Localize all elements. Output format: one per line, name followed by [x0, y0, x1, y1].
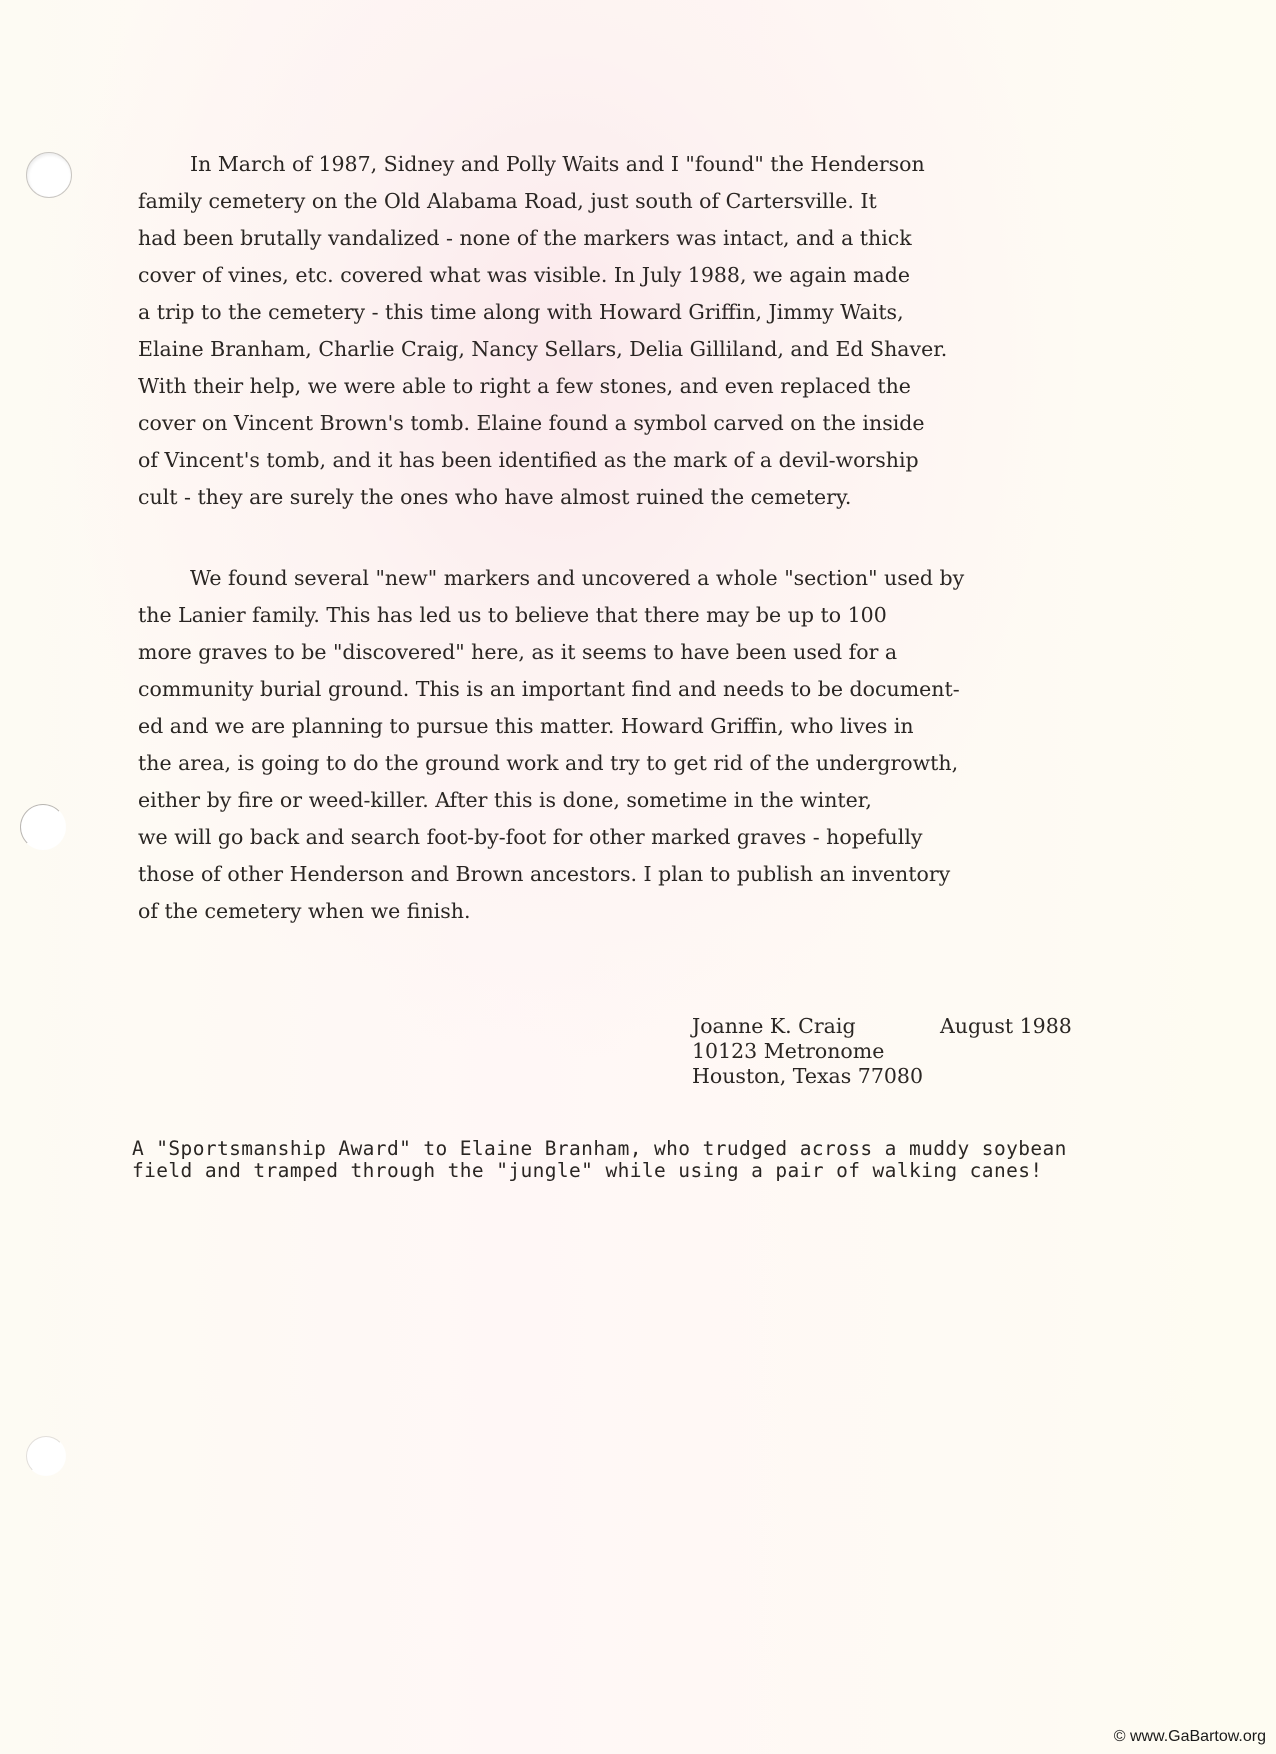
text-line: We found several "new" markers and uncovered a whole "section" used by	[190, 566, 965, 590]
paragraph-new-markers	[138, 560, 1148, 930]
sportsmanship-award-note	[132, 1138, 1067, 1182]
text-line: cover of vines, etc. covered what was visible. In July 1988, we again made	[138, 263, 910, 287]
punch-hole-top	[26, 152, 72, 198]
author-name: Joanne K. Craig	[692, 1014, 856, 1038]
text-line: family cemetery on the Old Alabama Road, just south of Cartersville. It	[138, 189, 877, 213]
text-line: of Vincent's tomb, and it has been identified as the mark of a devil-worship	[138, 448, 919, 472]
text-line: cult - they are surely the ones who have almost ruined the cemetery.	[138, 485, 852, 509]
text-line: had been brutally vandalized - none of the markers was intact, and a thick	[138, 226, 912, 250]
text-line: cover on Vincent Brown's tomb. Elaine found a symbol carved on the inside	[138, 411, 925, 435]
text-line: either by fire or weed-killer. After this is done, sometime in the winter,	[138, 788, 872, 812]
paragraph-cemetery-discovery	[138, 146, 1148, 516]
address-line	[692, 1064, 1072, 1089]
text-line: A "Sportsmanship Award" to Elaine Branham, who trudged across a muddy soybean	[132, 1137, 1067, 1160]
signature-name-row	[692, 1014, 1072, 1039]
text-line: Elaine Branham, Charlie Craig, Nancy Sellars, Delia Gilliland, and Ed Shaver.	[138, 337, 948, 361]
text-line: the Lanier family. This has led us to believe that there may be up to 100	[138, 603, 887, 627]
text-line: field and tramped through the "jungle" while using a pair of walking canes!	[132, 1159, 1043, 1182]
text-line: a trip to the cemetery - this time along with Howard Griffin, Jimmy Waits,	[138, 300, 904, 324]
signature-block	[692, 1014, 1072, 1089]
text-line: ed and we are planning to pursue this matter. Howard Griffin, who lives in	[138, 714, 914, 738]
text-line: those of other Henderson and Brown ancestors. I plan to publish an inventory	[138, 862, 951, 886]
text-line: With their help, we were able to right a few stones, and even replaced the	[138, 374, 911, 398]
text-line: community burial ground. This is an important find and needs to be document-	[138, 677, 960, 701]
letter-date: August 1988	[940, 1014, 1072, 1038]
text-line: more graves to be "discovered" here, as it seems to have been used for a	[138, 640, 898, 664]
text-line: In March of 1987, Sidney and Polly Waits and I "found" the Henderson	[190, 152, 925, 176]
text-line: of the cemetery when we finish.	[138, 899, 471, 923]
address-line	[692, 1039, 1072, 1064]
copyright-notice: © www.GaBartow.org	[1113, 1728, 1266, 1745]
text-line: we will go back and search foot-by-foot for other marked graves - hopefully	[138, 825, 923, 849]
punch-hole-middle	[20, 804, 66, 850]
text-line: the area, is going to do the ground work and try to get rid of the undergrowth,	[138, 751, 959, 775]
street-address: 10123 Metronome	[692, 1039, 885, 1063]
city-state-zip: Houston, Texas 77080	[692, 1064, 924, 1088]
punch-hole-bottom	[26, 1436, 66, 1476]
